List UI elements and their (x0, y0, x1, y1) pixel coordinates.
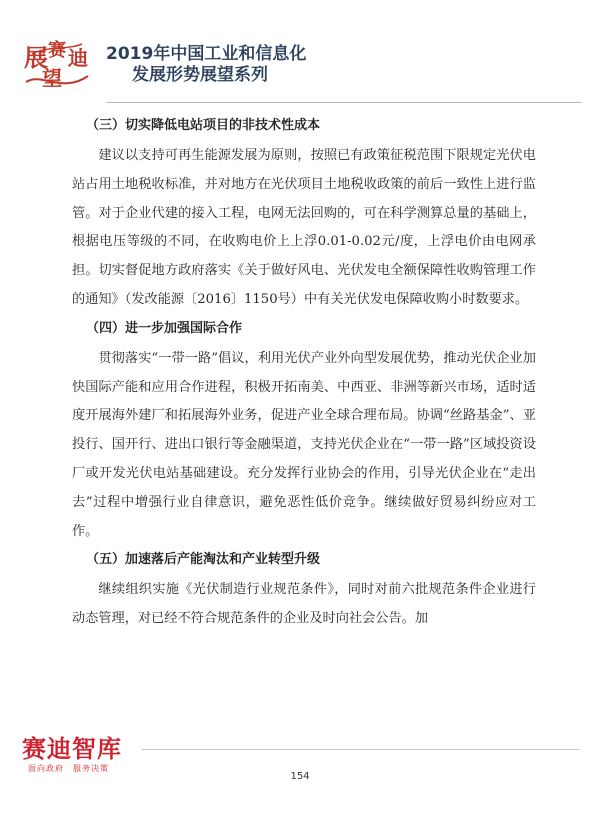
section-heading: （四）进一步加强国际合作 (86, 320, 243, 336)
page-number: 154 (290, 771, 310, 782)
ccid-think-tank-logo (22, 735, 122, 774)
page-header (22, 40, 582, 112)
section-heading: （五）加速落后产能淘汰和产业转型升级 (86, 552, 321, 568)
section-heading: （三）切实降低电站项目的非技术性成本 (86, 118, 321, 133)
header-divider (106, 102, 582, 103)
report-series-title (106, 44, 306, 86)
stamp-char: 望 (42, 66, 62, 90)
ccid-stamp-logo (22, 42, 92, 96)
page-footer (0, 735, 600, 805)
footer-logo-text: 赛迪智库 (22, 735, 122, 763)
report-title-line2: 发展形势展望系列 (132, 65, 268, 85)
section-paragraph: 贯彻落实“一带一路”倡议，利用光伏产业外向型发展优势，推动光伏企业加快国际产能和应用合作进程，积极开拓南美、中西亚、非洲等新兴市场，适时适度开展海外建厂和拓展海外业务，促进产业全球合理布局。协调“丝路基金”、亚投行、国开行、进出口银行等金融渠道，支持光伏企业在“一带一路”区域投资设厂或开发光伏电站基础建设。充分发挥行业协会的作用，引导光伏企业在“走出去”过程中增强行业自律意识，避免恶性低价竞争。继续做好贸易纠纷应对工作。 (72, 350, 536, 539)
section-paragraph: 继续组织实施《光伏制造行业规范条件》，同时对前六批规范条件企业进行动态管理，对已经不符合规范条件的企业及时向社会公告。加 (72, 582, 536, 627)
stamp-char: 迪 (68, 46, 88, 70)
stamp-char: 展 (24, 43, 48, 72)
stamp-char: 赛 (48, 40, 66, 61)
footer-tagline: 面向政府 服务决策 (28, 764, 109, 773)
section-international-cooperation (72, 319, 536, 547)
report-title-line1: 2019年中国工业和信息化 (106, 44, 307, 64)
section-paragraph: 建议以支持可再生能源发展为原则，按照已有政策征税范围下限规定光伏电站占用土地税收标准，并对地方在光伏项目土地税收政策的前后一致性上进行监管。对于企业代建的接入工程，电网无法回购的，可在科学测算总量的基础上，根据电压等级的不同，在收购电价上上浮0.01-0.02元/度，上浮电价由电网承担。切实督促地方政府落实《关于做好风电、光伏发电全额保障性收购管理工作的通知》（发改能源〔2016〕1150号）中有关光伏发电保障收购小时数要求。 (72, 148, 536, 307)
footer-divider (142, 749, 580, 750)
section-capacity-upgrade (72, 550, 536, 634)
document-body (72, 116, 536, 638)
section-cost-reduction (72, 116, 536, 315)
